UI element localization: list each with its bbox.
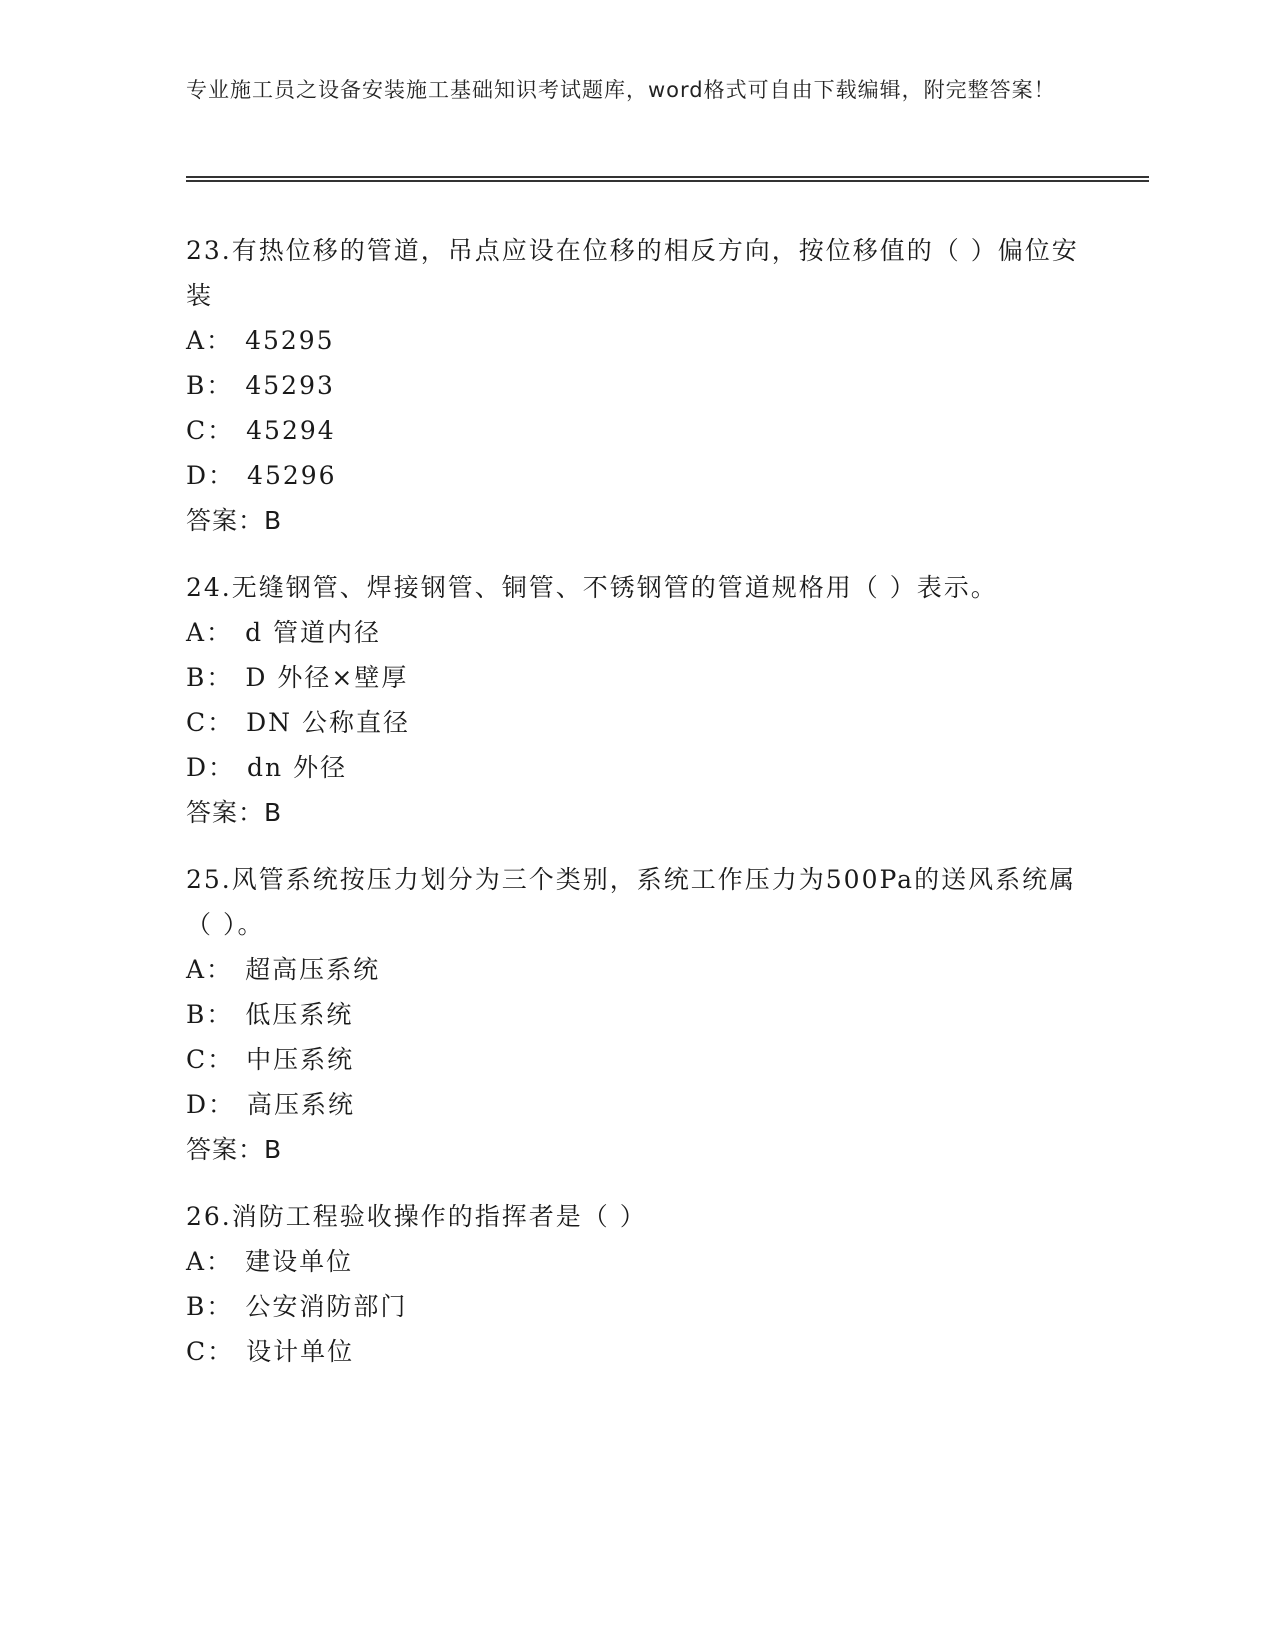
answer-value: B bbox=[264, 1135, 283, 1164]
option-letter: B： bbox=[186, 1000, 234, 1029]
option-text: 高压系统 bbox=[247, 1090, 356, 1119]
option-letter: C： bbox=[186, 708, 235, 737]
option-text: d 管道内径 bbox=[245, 618, 382, 647]
option-a bbox=[186, 947, 1086, 992]
answer-value: B bbox=[264, 798, 283, 827]
option-c bbox=[186, 1037, 1086, 1082]
option-text: 建设单位 bbox=[245, 1247, 354, 1276]
option-letter: C： bbox=[186, 1337, 235, 1366]
option-d bbox=[186, 453, 1086, 498]
question-26 bbox=[186, 1194, 1086, 1374]
question-25 bbox=[186, 857, 1086, 1172]
option-letter: C： bbox=[186, 1045, 235, 1074]
option-a bbox=[186, 1239, 1086, 1284]
option-letter: B： bbox=[186, 1292, 234, 1321]
option-letter: A： bbox=[186, 326, 234, 355]
option-text: dn 外径 bbox=[247, 753, 348, 782]
question-stem: 26.消防工程验收操作的指挥者是（ ） bbox=[186, 1202, 647, 1231]
option-c bbox=[186, 408, 1086, 453]
option-text: 低压系统 bbox=[245, 1000, 354, 1029]
option-letter: D： bbox=[186, 1090, 236, 1119]
option-letter: A： bbox=[186, 618, 234, 647]
question-24 bbox=[186, 565, 1086, 835]
answer-prefix: 答案： bbox=[186, 1135, 265, 1164]
option-text: 公安消防部门 bbox=[245, 1292, 408, 1321]
option-b bbox=[186, 363, 1086, 408]
answer-value: B bbox=[264, 506, 283, 535]
option-letter: B： bbox=[186, 371, 234, 400]
option-text: 设计单位 bbox=[246, 1337, 355, 1366]
option-text: 45294 bbox=[246, 416, 336, 445]
option-b bbox=[186, 1284, 1086, 1329]
option-text: 45295 bbox=[245, 326, 335, 355]
option-text: DN 公称直径 bbox=[246, 708, 411, 737]
option-d bbox=[186, 745, 1086, 790]
answer-prefix: 答案： bbox=[186, 798, 265, 827]
question-stem: 24.无缝钢管、焊接钢管、铜管、不锈钢管的管道规格用（ ）表示。 bbox=[186, 573, 998, 602]
option-letter: D： bbox=[186, 461, 236, 490]
question-stem: 23.有热位移的管道，吊点应设在位移的相反方向，按位移值的（ ）偏位安装 bbox=[186, 236, 1079, 310]
option-text: 45296 bbox=[247, 461, 337, 490]
option-text: 超高压系统 bbox=[245, 955, 381, 984]
option-text: D 外径×壁厚 bbox=[245, 663, 409, 692]
question-23 bbox=[186, 228, 1086, 543]
option-letter: B： bbox=[186, 663, 234, 692]
answer-line bbox=[186, 790, 1086, 835]
option-a bbox=[186, 610, 1086, 655]
option-d bbox=[186, 1082, 1086, 1127]
option-letter: A： bbox=[186, 955, 234, 984]
option-text: 中压系统 bbox=[246, 1045, 355, 1074]
option-letter: C： bbox=[186, 416, 235, 445]
answer-line bbox=[186, 498, 1086, 543]
option-letter: A： bbox=[186, 1247, 234, 1276]
option-a bbox=[186, 318, 1086, 363]
option-c bbox=[186, 1329, 1086, 1374]
document-header: 专业施工员之设备安装施工基础知识考试题库，word格式可自由下载编辑，附完整答案！ bbox=[186, 78, 1056, 102]
option-b bbox=[186, 655, 1086, 700]
question-list bbox=[186, 228, 1086, 1396]
answer-line bbox=[186, 1127, 1086, 1172]
header-divider bbox=[186, 176, 1149, 182]
option-text: 45293 bbox=[245, 371, 335, 400]
question-stem: 25.风管系统按压力划分为三个类别，系统工作压力为500Pa的送风系统属（ ）。 bbox=[186, 865, 1077, 939]
option-letter: D： bbox=[186, 753, 236, 782]
option-c bbox=[186, 700, 1086, 745]
answer-prefix: 答案： bbox=[186, 506, 265, 535]
option-b bbox=[186, 992, 1086, 1037]
